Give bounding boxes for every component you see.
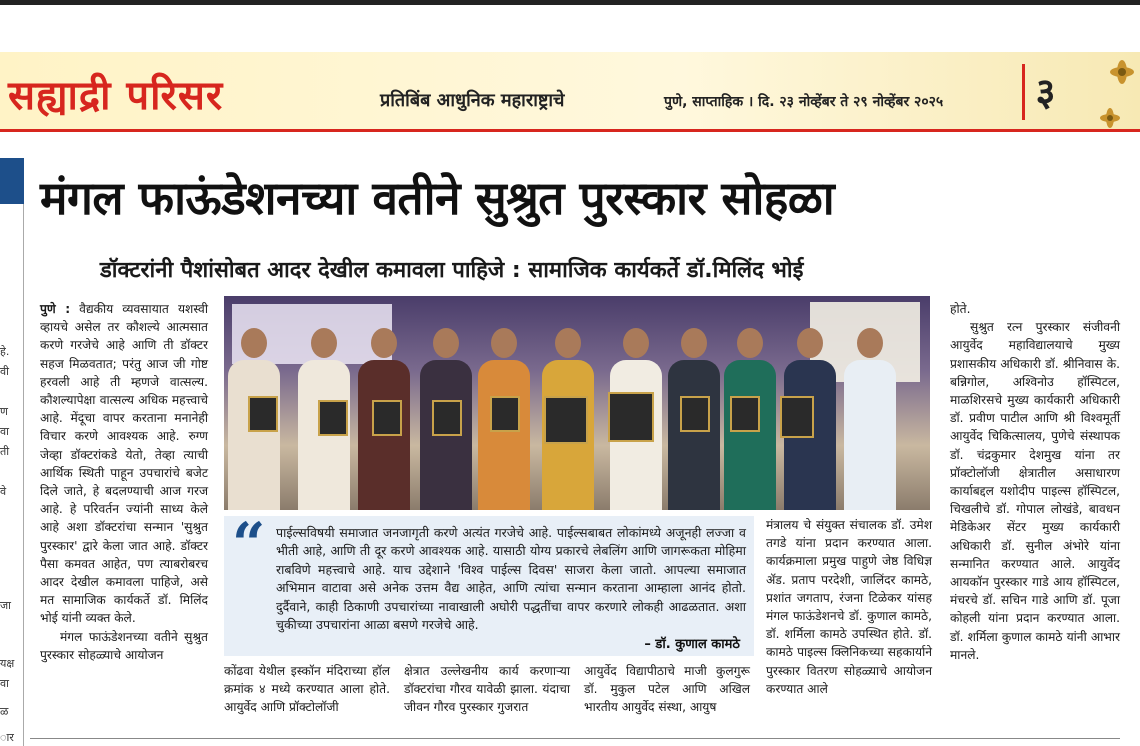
top-rule (0, 0, 1140, 5)
strip-text: ार (0, 731, 14, 744)
page-number: ३ (1022, 64, 1066, 120)
newspaper-tagline: प्रतिबिंब आधुनिक महाराष्ट्राचे (380, 90, 565, 111)
pull-quote-text: पाईल्सविषयी समाजात जनजागृती करणे अत्यंत गरजेचे आहे. पाईल्सबाबत लोकांमध्ये अजूनही लज्जा व भीती आहे, आणि ती दूर करणे आवश्यक आहे. यासाठी योग्य प्रकारचे लेबलिंग आणि जागरूकता मोहिमा राबविणे महत्त्वाचे आहे. याच उद्देशाने 'विश्व पाईल्स दिवस' साजरा केला जातो. आपल्या समाजात अभिमान वाटावा असे अनेक उत्तम वैद्य आहेत, आणि त्यांचा सन्मान करताना आम्हाला आनंद होतो. दुर्दैवाने, काही ठिकाणी उपचारांच्या नावाखाली अघोरी पद्धतींचा वापर करणारे लोकही आढळतात. अशा चुकीच्या उपचारांना आळा बसणे गरजेचे आहे. (276, 525, 746, 633)
adjacent-article-strip (0, 158, 24, 746)
issue-dateline: पुणे, साप्ताहिक । दि. २३ नोव्हेंबर ते २९ नोव्हेंबर २०२५ (664, 94, 944, 110)
strip-text: वा (0, 425, 9, 438)
pull-quote-box (224, 510, 754, 656)
article-subheadline: डॉक्टरांनी पैशांसोबत आदर देखील कमावला पाहिजे : सामाजिक कार्यकर्ते डॉ.मिलिंद भोई (100, 258, 804, 283)
article-body-text: वैद्यकीय व्यवसायात यशस्वी व्हायचे असेल तर कौशल्ये आत्मसात करणे गरजेचे आहे आणि ती डॉक्टर सहज मिळवतात; परंतु आज जी गोष्ट हरवली आहे ती म्हणजे वात्सल्य. कौशल्यापेक्षा वात्सल्य अधिक महत्त्वाचे आहे. मेंदूचा वापर करताना मनानेही विचार करणे आवश्यक आहे. रुग्ण जेव्हा डॉक्टरांकडे येतो, तेव्हा त्याची आर्थिक स्थिती पाहून उपचारांचे बजेट दिले जाते, हे बदलण्याची आज गरज आहे. हे परिवर्तन ज्यांनी साध्य केले आहे अशा डॉक्टरांचा सन्मान 'सुश्रुत पुरस्कार' द्वारे केला जात आहे. डॉक्टर पैसा कमवत आहेत, पण त्याबरोबरच आदर देखील कमावला पाहिजे, असे मत सामाजिक कार्यकर्ते डॉ. मिलिंद भोई यांनी व्यक्त केले. (40, 302, 208, 626)
strip-text: वे (0, 485, 7, 498)
article-body-text: मंगल फाऊंडेशनच्या वतीने सुश्रुत पुरस्कार सोहळ्याचे आयोजन (40, 629, 208, 662)
award-ceremony-photo (224, 296, 930, 510)
article-body-text: मंत्रालय चे संयुक्त संचालक डॉ. उमेश तगडे यांना प्रदान करण्यात आला. कार्यक्रमाला प्रमुख पाहुणे जेष्ठ विधिज्ञ ॲड. प्रताप परदेशी, जालिंदर कामठे, प्रशांत जगताप, रंजना टिळेकर यांसह मंगल फाऊंडेशनचे डॉ. कुणाल कामठे, डॉ. शर्मिला कामठे उपस्थित होते. डॉ. कामठे पाइल्स क्लिनिकच्या सहकार्याने पुरस्कार वितरण सोहळ्याचे आयोजन करण्यात आले (766, 518, 932, 696)
trophy-icon (490, 396, 520, 432)
article-column-2 (224, 662, 390, 717)
article-body-text: आयुर्वेद विद्यापीठाचे माजी कुलगुरू डॉ. मुकुल पटेल आणि अखिल भारतीय आयुर्वेद संस्था, आयुष (584, 664, 750, 715)
trophy-icon (544, 396, 588, 444)
article-column-1 (40, 300, 208, 664)
trophy-icon (730, 396, 760, 432)
trophy-icon (608, 392, 654, 442)
pull-quote-attribution: – डॉ. कुणाल कामठे (644, 637, 740, 652)
article-body-text: सुश्रुत रत्न पुरस्कार संजीवनी आयुर्वेद महाविद्यालयाचे मुख्य प्रशासकीय अधिकारी डॉ. श्रीनिवास के. बन्निगोल, अश्विनोउ हॉस्पिटल, माळशिरसचे मुख्य कार्यकारी अधिकारी डॉ. प्रवीण पाटील आणि श्री विश्वमूर्ती आयुर्वेद चिकित्सालय, पुणेचे संस्थापक डॉ. चंद्रकुमार देशमुख यांना तर प्रॉक्टोलॉजी क्षेत्रातील असाधारण कार्याबद्दल यशोदीप पाइल्स हॉस्पिटल, चिखलीचे डॉ. गोपाल लोखंडे, बावधन मेडिकेअर सेंटर मुख्य कार्यकारी अधिकारी डॉ. सुनील अंभोरे यांना सन्मानित करण्यात आले. आयुर्वेद आयकॉन पुरस्कार गाडे आय हॉस्पिटल, मंचरचे डॉ. सचिन गाडे आणि डॉ. पूजा कोहली यांना प्रदान करण्यात आला. डॉ. शर्मिला कुणाल कामठे यांनी आभार मानले. (950, 320, 1120, 662)
article-body-text: कोंढवा येथील इस्कॉन मंदिराच्या हॉल क्रमांक ४ मध्ये करण्यात आला होते. आयुर्वेद आणि प्रॉक्टोलॉजी (224, 664, 390, 715)
article-body-text: क्षेत्रात उल्लेखनीय कार्य करणाऱ्या डॉक्टरांचा गौरव यावेळी झाला. यंदाचा जीवन गौरव पुरस्कार गुजरात (404, 664, 570, 715)
strip-text: हे. (0, 345, 10, 358)
article-body-text: होते. (950, 302, 971, 316)
trophy-icon (248, 396, 278, 432)
strip-text: ण (0, 405, 8, 418)
strip-text: जा (0, 599, 12, 612)
trophy-icon (432, 400, 462, 436)
trophy-icon (318, 400, 348, 436)
strip-text: ती (0, 445, 10, 458)
masthead (0, 52, 1140, 132)
strip-text: वा (0, 677, 9, 690)
trophy-icon (780, 396, 814, 438)
strip-text: यक्ष (0, 657, 15, 670)
bottom-rule (30, 738, 1120, 739)
trophy-icon (680, 396, 710, 432)
article-column-5 (766, 516, 932, 698)
flower-ornament-icon (1070, 52, 1140, 132)
article-column-6 (950, 300, 1120, 664)
article-dateline: पुणे : (40, 302, 71, 316)
strip-text: वी (0, 365, 9, 378)
quote-mark-icon: “ (232, 510, 266, 578)
strip-text: ळ (0, 705, 9, 718)
article-column-4 (584, 662, 750, 717)
article-column-3 (404, 662, 570, 717)
adjacent-color-block (0, 158, 24, 204)
newspaper-brand: सह्याद्री परिसर (8, 72, 224, 119)
photo-person (844, 328, 896, 510)
trophy-icon (372, 400, 402, 436)
article-headline: मंगल फाऊंडेशनच्या वतीने सुश्रुत पुरस्कार सोहळा (40, 171, 835, 225)
